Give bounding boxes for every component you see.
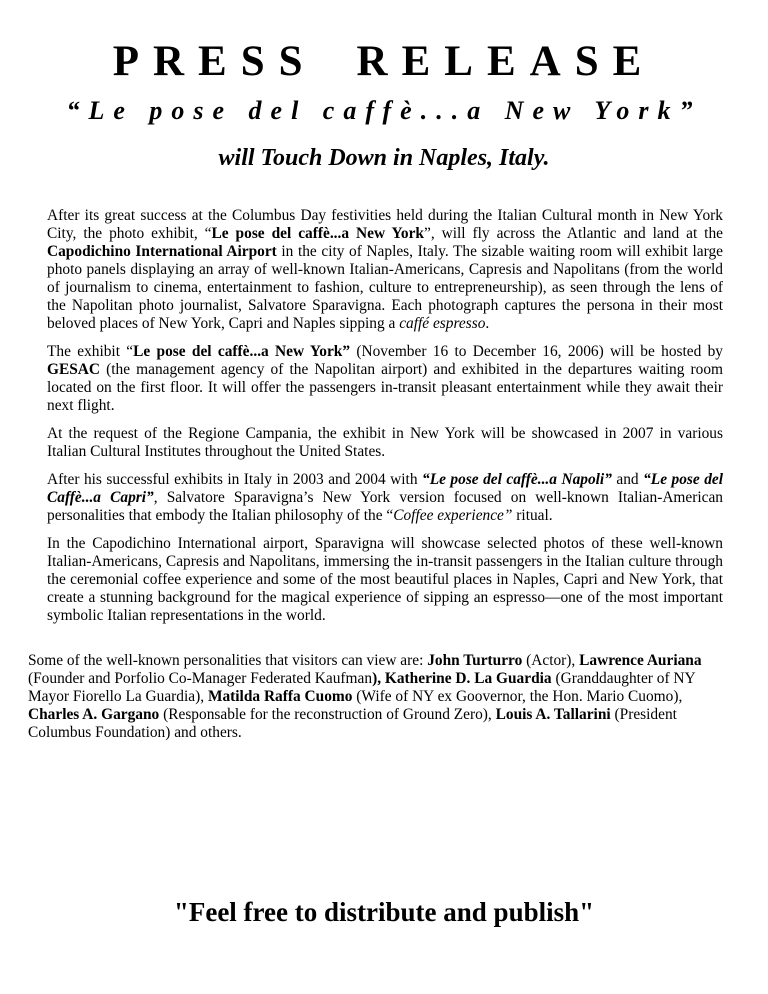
text-run: After his successful exhibits in Italy in 2003 and 2004 with xyxy=(47,471,423,488)
text-run: (Founder and Porfolio Co-Manager Federated Kaufman xyxy=(28,670,373,687)
person-name: Charles A. Gargano xyxy=(28,706,160,723)
airport-name: Capodichino International Airport xyxy=(47,243,277,260)
person-name: John Turturro xyxy=(427,652,523,669)
person-name: ), Katherine D. La Guardia xyxy=(372,670,552,687)
paragraph-5 xyxy=(47,535,723,625)
text-run: . xyxy=(485,315,490,332)
text-run: The exhibit “ xyxy=(47,343,134,360)
paragraph-1 xyxy=(47,207,723,333)
paragraph-3 xyxy=(47,425,723,461)
paragraph-4 xyxy=(47,471,723,525)
text-run: ritual. xyxy=(512,507,553,524)
emphasis: caffé espresso xyxy=(399,315,486,332)
personalities-list xyxy=(28,652,728,742)
text-run: (Granddaughter of NY Mayor Fiorello La Guardia), xyxy=(28,670,696,705)
person-name: Louis A. Tallarini xyxy=(495,706,611,723)
text-run: (November 16 to December 16, 2006) will be hosted by xyxy=(350,343,724,360)
text-run: At the request of the Regione Campania, the exhibit in New York will be showcased in 2007 in various Italian Cultural Institutes throughout the United States. xyxy=(47,425,723,460)
title-word-release: RELEASE xyxy=(356,38,656,85)
text-run: in the city of Naples, Italy. The sizable waiting room will exhibit large photo panels displaying an array of well-known Italian-Americans, Capresis and Napolitans (from the world of journalism to cinema, entertainment to fashion, culture to entrepreneurship), as seen through the lens of the Napolitan photo journalist, Salvatore Sparavigna. Each photograph captures the persona in their most beloved places of New York, Capri and Naples sipping a xyxy=(47,243,723,332)
exhibit-name: Le pose del caffè...a New York” xyxy=(133,343,351,360)
person-name: Lawrence Auriana xyxy=(579,652,702,669)
text-run: ”, will fly across the Atlantic and land at the xyxy=(423,225,723,242)
agency-name: GESAC xyxy=(47,361,101,378)
headline: will Touch Down in Naples, Italy. xyxy=(218,145,550,171)
text-run: (Responsable for the reconstruction of Ground Zero), xyxy=(159,706,496,723)
exhibit-name: Le pose del caffè...a New York xyxy=(211,225,424,242)
text-run: Some of the well-known personalities that visitors can view are: xyxy=(28,652,428,669)
press-body xyxy=(47,207,723,635)
text-run: (President Columbus Foundation) and others. xyxy=(28,706,677,741)
emphasis: Coffee experience” xyxy=(393,507,513,524)
text-run: and xyxy=(611,471,644,488)
title-word-press: PRESS xyxy=(112,38,317,85)
distribution-note: "Feel free to distribute and publish" xyxy=(173,897,595,927)
page-title xyxy=(0,40,768,83)
text-run: In the Capodichino International airport, Sparavigna will showcase selected photos of these well-known Italian-Americans, Capresis and Napolitans, immersing the in-transit passengers in the Italian culture through the ceremonial coffee experience and some of the most beautiful places in Naples, Capri and New York, that create a stunning background for the magical experience of sipping an espresso—one of the most important symbolic Italian representations in the world. xyxy=(47,535,723,624)
paragraph-6 xyxy=(28,652,728,742)
person-name: Matilda Raffa Cuomo xyxy=(207,688,353,705)
text-run: , Salvatore Sparavigna’s New York version focused on well-known Italian-American personalities that embody the Italian philosophy of the “ xyxy=(47,489,723,524)
exhibit-name: “Le pose del Caffè...a Capri” xyxy=(47,471,723,506)
exhibit-name: “Le pose del caffè...a Napoli” xyxy=(422,471,612,488)
text-run: After its great success at the Columbus Day festivities held during the Italian Cultural month in New York City, the photo exhibit, “ xyxy=(47,207,723,242)
paragraph-2 xyxy=(47,343,723,415)
text-run: (Wife of NY ex Gooverno‌r, the Hon. Mario Cuomo), xyxy=(352,688,683,705)
text-run: (Actor), xyxy=(522,652,580,669)
exhibit-title: “Le pose del caffè...a New York” xyxy=(66,96,702,125)
text-run: (the management agency of the Napolitan airport) and exhibited in the departures waiting room located on the first floor. It will offer the passengers in-transit pleasant entertainment while they await their next flight. xyxy=(47,361,723,414)
